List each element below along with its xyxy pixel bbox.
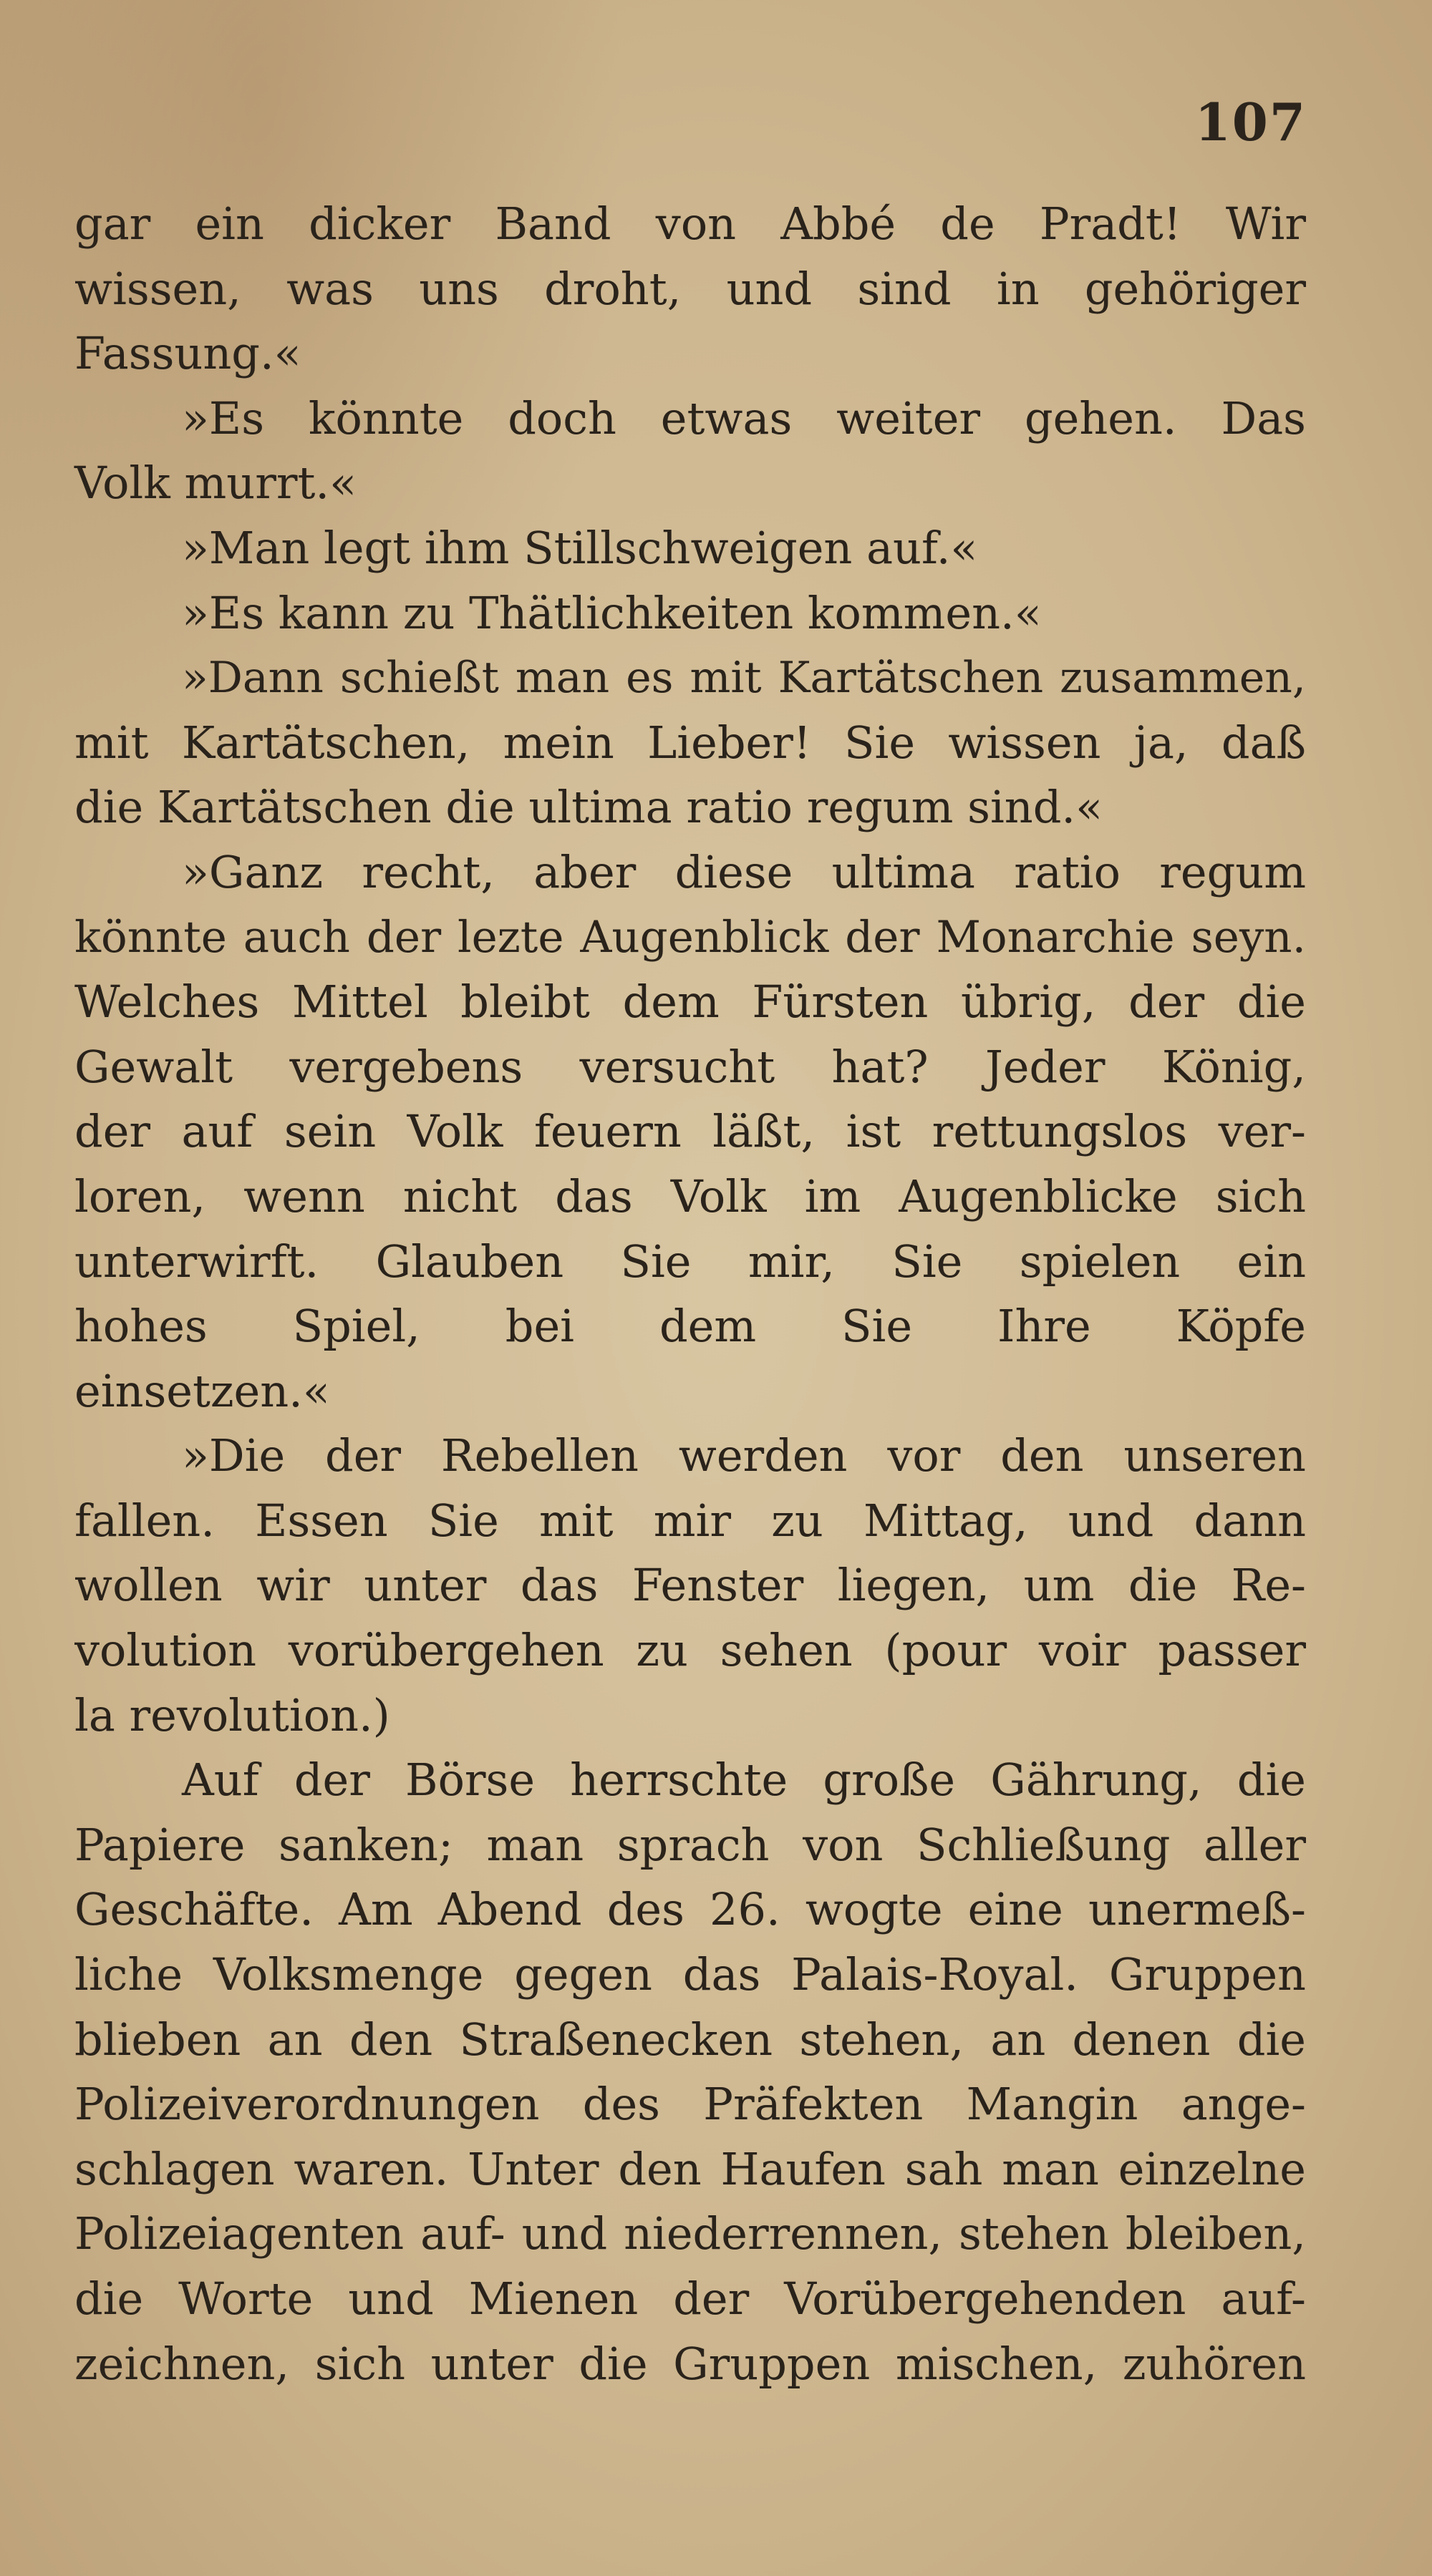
text-line: gar ein dicker Band von Abbé de Pradt! Wir (74, 198, 1306, 250)
text-line: la revolution.) (74, 1688, 390, 1741)
text-line: »Ganz recht, aber diese ultima ratio regum (182, 845, 1306, 898)
text-line: Papiere sanken; man sprach von Schließung aller (74, 1818, 1306, 1871)
text-line: Volk murrt.« (74, 457, 357, 510)
text-line: einsetzen.« (74, 1364, 330, 1417)
text-line: Geschäfte. Am Abend des 26. wogte eine unermeß- (74, 1883, 1306, 1936)
body-text (74, 192, 1306, 2396)
text-line: »Es könnte doch etwas weiter gehen. Das (182, 392, 1306, 444)
text-line: der auf sein Volk feuern läßt, ist rettungslos ver- (74, 1105, 1306, 1158)
text-line: volution vorübergehen zu sehen (pour voir passer (74, 1624, 1306, 1677)
text-line: »Es kann zu Thätlichkeiten kommen.« (182, 586, 1042, 639)
text-line: die Kartätschen die ultima ratio regum sind.« (74, 781, 1103, 834)
text-line: unterwirft. Glauben Sie mir, Sie spielen ein (74, 1235, 1306, 1288)
text-line: wollen wir unter das Fenster liegen, um die Re- (74, 1559, 1306, 1612)
page-number: 107 (1194, 92, 1307, 152)
text-line: fallen. Essen Sie mit mir zu Mittag, und dann (74, 1494, 1306, 1547)
text-line: die Worte und Mienen der Vorübergehenden auf- (74, 2273, 1306, 2325)
text-line: »Die der Rebellen werden vor den unseren (182, 1429, 1306, 1482)
text-line: Fassung.« (74, 327, 301, 380)
text-line: loren, wenn nicht das Volk im Augenblicke sich (74, 1170, 1306, 1223)
text-line: mit Kartätschen, mein Lieber! Sie wissen ja, daß (74, 716, 1306, 769)
text-line: schlagen waren. Unter den Haufen sah man einzelne (74, 2142, 1306, 2195)
text-line: hohes Spiel, bei dem Sie Ihre Köpfe (74, 1300, 1306, 1353)
text-line: zeichnen, sich unter die Gruppen mischen, zuhören (74, 2337, 1306, 2390)
text-line: Polizeiverordnungen des Präfekten Mangin ange- (74, 2078, 1306, 2131)
text-line: Welches Mittel bleibt dem Fürsten übrig, der die (74, 976, 1306, 1029)
text-line: Gewalt vergebens versucht hat? Jeder König, (74, 1040, 1306, 1093)
text-line: könnte auch der lezte Augenblick der Monarchie seyn. (74, 911, 1306, 963)
text-line: liche Volksmenge gegen das Palais-Royal. Gruppen (74, 1948, 1306, 2001)
text-line: Polizeiagenten auf- und niederrennen, stehen bleiben, (74, 2207, 1306, 2260)
text-line: Auf der Börse herrschte große Gährung, die (182, 1754, 1306, 1807)
text-line: »Dann schießt man es mit Kartätschen zusammen, (182, 653, 1306, 704)
text-line: »Man legt ihm Stillschweigen auf.« (182, 521, 978, 574)
text-line: wissen, was uns droht, und sind in gehöriger (74, 262, 1306, 315)
text-line: blieben an den Straßenecken stehen, an denen die (74, 2013, 1306, 2066)
